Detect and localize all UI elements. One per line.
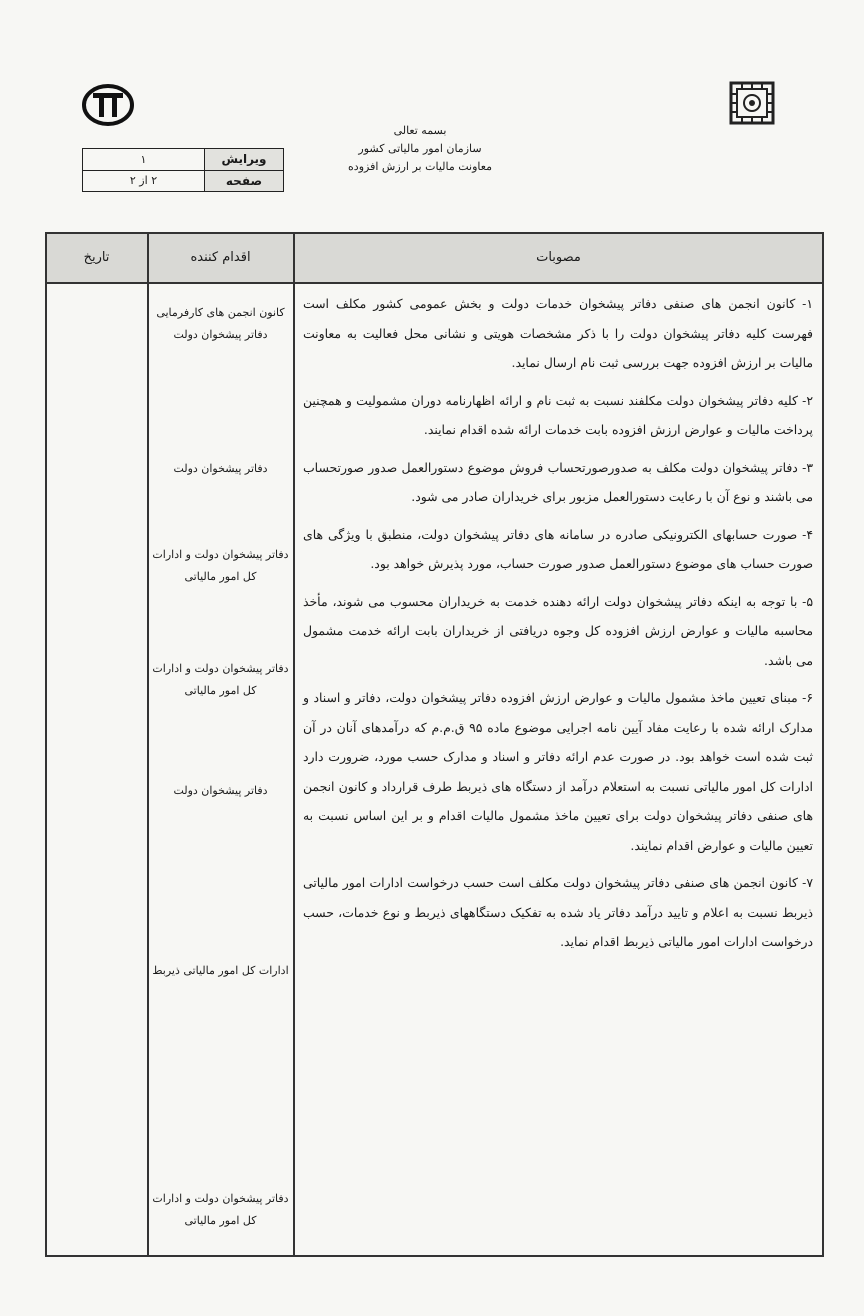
header-action-by: اقدام کننده	[190, 250, 251, 265]
action-by-cell: دفاتر پیشخوان دولت و ادارات کل امور مالیاتی	[152, 548, 289, 583]
table-header	[47, 234, 822, 284]
approval-item: ۱- کانون انجمن های صنفی دفاتر پیشخوان خدمات دولت و بخش عمومی کشور مکلف است فهرست کلیه دفاتر پیشخوان دولت را با ذکر مشخصات هویتی و نشانی محل فعالیت به معاونت مالیات بر ارزش افزوده جهت بررسی ثبت نام ارسال نماید.	[303, 296, 813, 370]
page-value: ۲ از ۲	[83, 170, 205, 192]
column-divider	[147, 234, 149, 1255]
approval-item: ۳- دفاتر پیشخوان دولت مکلف به صدورصورتحساب فروش موضوع دستورالعمل صدور صورتحساب می باشند و نوع آن با رعایت دستورالعمل مزبور برای خریداران صادر می شود.	[303, 459, 813, 504]
page-label: صفحه	[205, 170, 284, 192]
action-by-cell: دفاتر پیشخوان دولت و ادارات کل امور مالیاتی	[152, 662, 289, 697]
approval-item: ۶- مبنای تعیین ماخذ مشمول مالیات و عوارض ارزش افزوده دفاتر پیشخوان دولت، دفاتر و اسناد و مدارک ارائه شده با رعایت مفاد آیین نامه اجرایی موضوع ماده ۹۵ ق.م.م که درآمدهای آنان در آن ثبت شده است خواهد بود. در صورت عدم ارائه دفاتر و اسناد و مدارک حسب مورد، ضرورت دارد ادارات کل امور مالیاتی نسبت به استعلام درآمد از دستگاه های ذیربط طرف قرارداد و کانون انجمن های صنفی دفاتر پیشخوان دولت برای تعیین ماخذ مشمول مالیات اقدام و بر این اساس نسبت به تعیین مالیات و عوارض اقدام نمایند.	[303, 690, 813, 853]
revision-value: ۱	[83, 149, 205, 171]
action-by-cell: دفاتر پیشخوان دولت و ادارات کل امور مالیاتی	[152, 1192, 289, 1227]
approval-item: ۷- کانون انجمن های صنفی دفاتر پیشخوان دولت مکلف است حسب درخواست ادارات امور مالیاتی ذیربط نسبت به اعلام و تایید درآمد دفاتر یاد شده به تفکیک دستگاههای ذیربط و نوع خدمات، حسب درخواست ادارات امور مالیاتی ذیربط اقدام نماید.	[303, 875, 813, 949]
heading-bismillah: بسمه تعالی	[393, 124, 447, 137]
action-by-cell: کانون انجمن های کارفرمایی دفاتر پیشخوان دولت	[156, 306, 285, 341]
action-by-cell: دفاتر پیشخوان دولت	[173, 784, 268, 797]
heading-organization: سازمان امور مالیاتی کشور	[358, 142, 482, 155]
approval-item: ۲- کلیه دفاتر پیشخوان دولت مکلفند نسبت به ثبت نام و ارائه اظهارنامه دوران مشمولیت و همچنین پرداخت مالیات و عوارض ارزش افزوده بابت خدمات ارائه شده اقدام نمایند.	[303, 392, 813, 437]
action-by-cell: ادارات کل امور مالیاتی ذیربط	[152, 964, 289, 977]
approvals-table	[45, 232, 824, 1257]
header-approvals: مصوبات	[536, 250, 581, 265]
header-date: تاریخ	[83, 250, 110, 265]
approval-item: ۵- با توجه به اینکه دفاتر پیشخوان دولت ارائه دهنده خدمت به خریداران محسوب می شوند، مأخذ محاسبه مالیات و عوارض ارزش افزوده کل وجوه دریافتی از خریداران بابت ارائه خدمت مشمول می باشد.	[303, 593, 813, 668]
heading-department: معاونت مالیات بر ارزش افزوده	[348, 160, 492, 173]
action-by-cell: دفاتر پیشخوان دولت	[173, 462, 268, 475]
document-heading	[300, 122, 540, 176]
approval-item: ۴- صورت حسابهای الکترونیکی صادره در سامانه های دفاتر پیشخوان دولت، منطبق با ویژگی های صورت حساب های موضوع دستورالعمل صدور صورت حساب، مورد پذیرش خواهد بود.	[303, 526, 813, 571]
revision-label: ویرایش	[205, 149, 284, 171]
tax-organization-logo-icon	[82, 84, 134, 126]
approvals-column	[295, 284, 822, 960]
revision-box	[82, 148, 284, 192]
ministry-emblem-icon	[728, 80, 776, 126]
